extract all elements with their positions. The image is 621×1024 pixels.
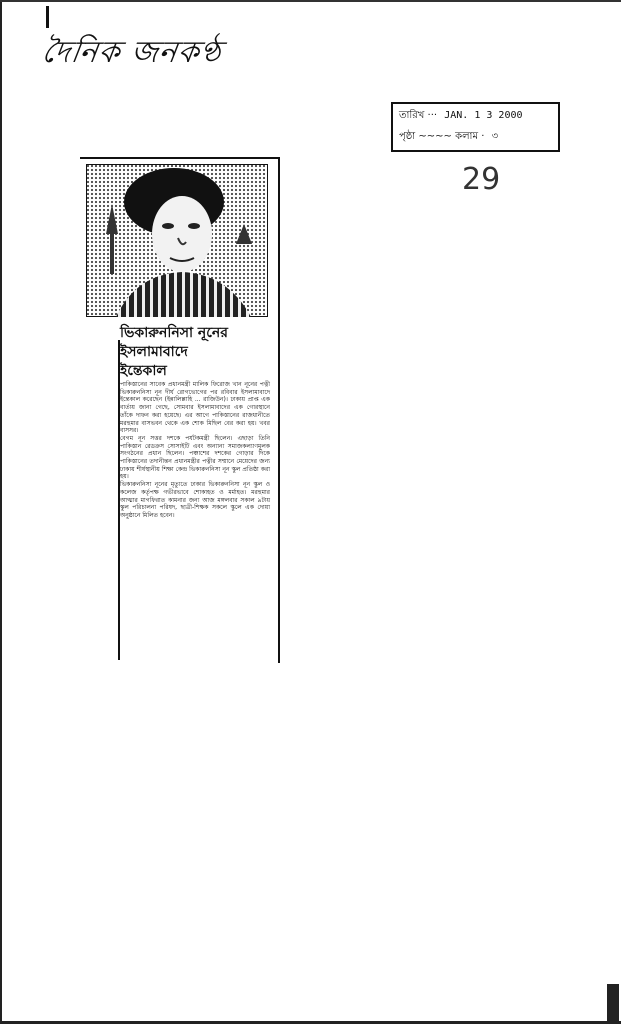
archive-stamp [391,102,560,152]
page-edge-left [0,0,2,1024]
corner-mark [607,984,619,1024]
stamp-column-label: কলাম [455,131,478,142]
stamp-column-value: ৩ [491,131,499,142]
handwritten-page-number: 29 [462,162,501,197]
article-paragraph: পাকিস্তানের সাবেক প্রধানমন্ত্রী মালিক ফিরোজ খান নূনের পত্নী ভিকারুননিসা নূন দীর্ঘ রোগভোগের পর রবিবার ইসলামাবাদে ইন্তেকাল করেছেন (ইন্নালিল্লাহি ... রাজিউন)। ঢাকায় প্রাপ্ত এক বার্তায় জানা গেছে, সোমবার ইসলামাবাদের এক গোরস্থানে তাঁকে দাফন করা হয়েছে। এর আগে পাকিস্তানের রাজধানীতে মরহুমার বাসভবন থেকে এক শোক মিছিল বের করা হয়। খবর বাসসর। [120,381,270,435]
portrait-photo [86,164,268,317]
newspaper-masthead: দৈনিক জনকণ্ঠ [39,35,225,70]
headline-line: ইন্তেকাল [120,363,167,379]
stamp-date-label: তারিখ [399,110,425,121]
stamp-page-row: পৃষ্ঠা ~~~~ কলাম · ৩ [399,131,499,142]
article-paragraph: বেগম নূন সত্তর দশকে পর্যটকমন্ত্রী ছিলেন। এছাড়া তিনি পাকিস্তান রেডক্রস সোসাইটি এবং অন্যান্য সমাজকল্যাণমূলক সংগঠনের প্রধান ছিলেন। পঞ্চাশের দশকের গোড়ার দিকে পাকিস্তানের তদানীন্তন প্রধানমন্ত্রীর পত্নীর সম্মানে মেয়েদের জন্য ঢাকায় শীর্ষস্থানীয় শিক্ষা কেন্দ্র ভিকারুননিসা নূন স্কুল প্রতিষ্ঠা করা হয়। [120,434,270,481]
page-edge-top [0,0,621,2]
news-clipping [80,157,280,663]
margin-tick [46,6,49,28]
article-headline [120,324,270,381]
article-paragraph: ভিকারুননিসা নূনের মৃত্যুতে ঢাকার ভিকারুননিসা নূন স্কুল ও কলেজ কর্তৃপক্ষ গভীরভাবে শোকাহত ও মর্মাহত। মরহুমার আত্মার মাগফিরাত কামনার জন্য আজ মঙ্গলবার সকাল ৯টায় স্কুল পরিচালনা পরিষদ, ছাত্রী-শিক্ষক সকলে স্কুলে এক দোয়া অনুষ্ঠানে মিলিত হবেন। [120,481,270,519]
stamp-page-label: পৃষ্ঠা [399,131,416,142]
headline-line: ইসলামাবাদে [120,344,188,360]
stamp-date-row: তারিখ ··· JAN. 1 3 2000 [399,110,523,121]
article-body [120,381,270,520]
headline-line: ভিকারুননিসা নূনের [120,325,228,341]
stamp-date-value: JAN. 1 3 2000 [444,110,523,121]
